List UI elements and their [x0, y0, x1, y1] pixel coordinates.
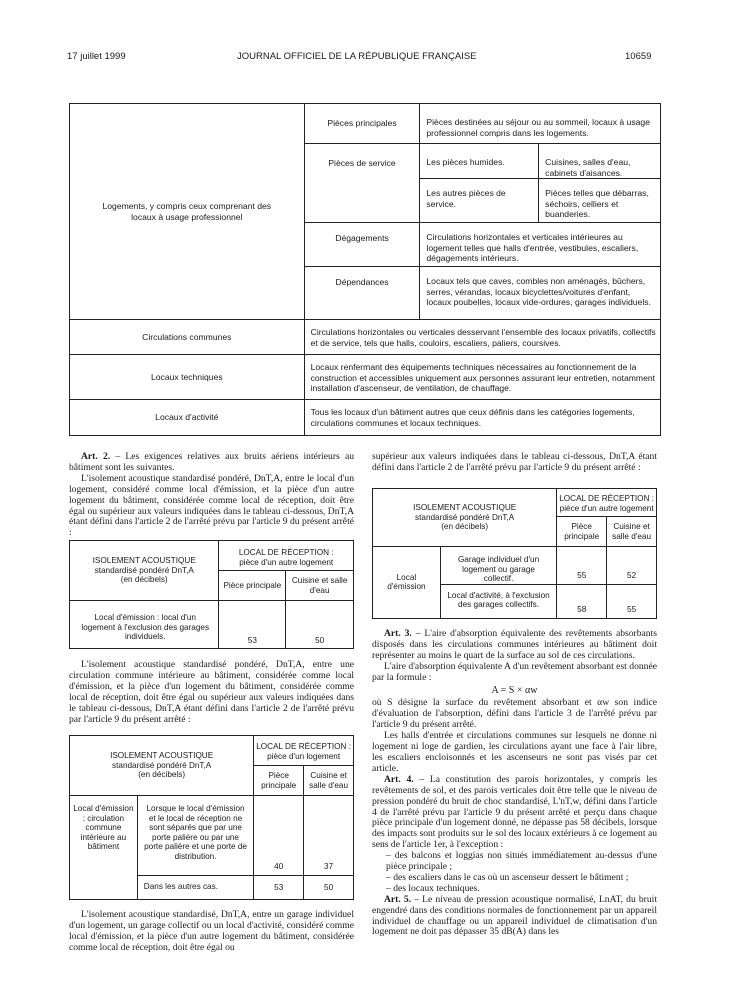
t1-v1: 53	[219, 601, 286, 649]
cell-autres-pieces: Les autres pièces de service.	[420, 179, 539, 223]
t3-r2-label: Local d'activité, à l'exclusion des garages collectifs.	[440, 584, 556, 618]
t3-r1-label: Garage individuel d'un logement ou garage collectif.	[440, 547, 556, 585]
right-column-top	[372, 452, 657, 474]
art5-text: – Le niveau de pression acoustique normalisé, LnAT, du bruit engendré dans des conditions normales de fonctionnement par un appareil individuel de chauffage ou un appareil individuel de climatisation d'un logement ne doit pas dépasser 35 dB(A) dans les	[372, 893, 657, 938]
cell-dependances-desc: Locaux tels que caves, combles non aménagés, bûchers, serres, vérandas, locaux bicyclettes/voitures d'enfant, locaux poubelles, locaux vide-ordures, garages individuels.	[420, 267, 661, 320]
header-journal-title: JOURNAL OFFICIEL DE LA RÉPUBLIQUE FRANÇAISE	[237, 51, 477, 62]
cell-pieces-principales-desc: Pièces destinées au séjour ou au sommeil, locaux à usage professionnel compris dans les logements.	[420, 104, 661, 144]
cell-pieces-service: Pièces de service	[304, 144, 420, 223]
t2-r2-v1: 53	[254, 876, 304, 900]
t3-row-header: Local d'émission	[373, 547, 441, 619]
list-item: – des locaux techniques.	[386, 882, 480, 894]
t3-iso-sub: standardisé pondéré DnT,A	[415, 512, 515, 522]
art3-text: – L'aire d'absorption équivalente des revêtements absorbants disposés dans les circulations communes intérieures au bâtiment doit représenter au moins le quart de la surface au sol de ces circulations.	[372, 628, 658, 661]
art2-label: Art. 2.	[81, 451, 111, 462]
t3-r2-v2: 55	[607, 584, 657, 618]
art3-label: Art. 3.	[384, 628, 412, 639]
left-paragraph-2-block	[69, 660, 354, 725]
left-paragraph-3: L'isolement acoustique standardisé, DnT,A, entre un garage individuel d'un logement, un garage collectif ou un local d'activité, considéré comme local d'émission, et la pièce d'un autre logement du bâtiment, considérée comme local de réception, doit être égal ou	[69, 909, 354, 953]
header-date: 17 juillet 1999	[67, 51, 126, 62]
cell-dependances: Dépendances	[304, 267, 420, 320]
list-item: – des escaliers dans le cas où un ascenseur dessert le bâtiment ;	[386, 871, 629, 883]
table-garage-isolation	[372, 488, 657, 619]
left-paragraph-3-block	[69, 910, 354, 954]
t2-reception-header	[254, 736, 354, 766]
right-column-bottom	[372, 629, 657, 938]
art5-label: Art. 5.	[384, 893, 412, 905]
cell-pieces-humides: Les pièces humides.	[420, 144, 539, 179]
left-paragraph-2: L'isolement acoustique standardisé pondéré, DnT,A, entre une circulation commune intérieure au bâtiment, considérée comme local d'émission, et la pièce d'un logement du bâtiment, considérée comme local de réception, doit être égal ou supérieur aux valeurs indiquées dans le tableau ci-dessous, DnT,A étant défini dans l'article 2 de l'arrêté prévu par l'article 9 du présent arrêté :	[69, 659, 354, 725]
t1-reception-sub: pièce d'un autre logement	[239, 557, 334, 567]
t2-r2-label: Dans les autres cas.	[137, 876, 253, 900]
t2-iso-header	[70, 736, 254, 796]
cell-pieces-humides-desc: Cuisines, salles d'eau, cabinets d'aisances.	[539, 144, 661, 179]
t2-iso-sub: standardisé pondéré DnT,A	[112, 760, 212, 770]
t2-r1-label: Lorsque le local d'émission et le local de réception ne sont séparés que par une porte palière ou par une porte palière et une porte de distribution.	[137, 796, 253, 876]
t2-r1-v1: 40	[254, 796, 304, 876]
cell-degagements: Dégagements	[304, 223, 420, 267]
t1-iso-unit: (en décibels)	[120, 575, 168, 585]
t3-r1-v1: 55	[557, 547, 607, 585]
t3-r1-v2: 52	[607, 547, 657, 585]
t1-reception-title: LOCAL DE RÉCEPTION :	[238, 548, 334, 557]
cell-degagements-desc: Circulations horizontales et verticales intérieures au logement telles que halls d'entrée, vestibules, escaliers, dégagements intérieurs.	[420, 223, 661, 267]
t1-v2: 50	[286, 601, 354, 649]
art4-exception-list	[372, 851, 657, 895]
cell-activite-desc: Tous les locaux d'un bâtiment autres que ceux définis dans les catégories logements, circulations communes et locaux techniques.	[304, 400, 660, 436]
t2-r1-v2: 37	[304, 796, 354, 876]
t2-col1: Pièce principale	[254, 766, 304, 796]
cell-pieces-principales: Pièces principales	[304, 104, 420, 144]
art4-label: Art. 4.	[384, 773, 414, 785]
t1-col1: Pièce principale	[219, 571, 286, 601]
t1-iso-sub: standardisé pondéré DnT,A	[94, 565, 194, 575]
t1-iso-title: ISOLEMENT ACOUSTIQUE	[92, 556, 196, 566]
t3-col1: Pièce principale	[557, 517, 607, 547]
left-paragraph-1: L'isolement acoustique standardisé pondéré, DnT,A, entre le local d'un logement, considéré comme local d'émission, et la pièce d'un autre logement du bâtiment, considérée comme local de réception, doit être égal ou supérieur aux valeurs indiquées dans le tableau ci-dessous, DnT,A étant défini dans l'article 2 de l'arrêté prévu par l'article 9 du présent arrêté :	[69, 472, 354, 539]
t3-iso-header	[373, 489, 557, 547]
t3-col2: Cuisine et salle d'eau	[607, 517, 657, 547]
t3-r2-v1: 58	[557, 584, 607, 618]
t3-iso-unit: (en décibels)	[441, 522, 489, 532]
cell-autres-pieces-desc: Pièces telles que débarras, séchoirs, celliers et buanderies.	[539, 179, 661, 223]
t1-reception-header	[219, 541, 354, 571]
list-item: – des balcons et loggias non situés immédiatement au-dessus d'une pièce principale ;	[386, 850, 657, 873]
t2-col2: Cuisine et salle d'eau	[304, 766, 354, 796]
cell-techniques-desc: Locaux renfermant des équipements techniques nécessaires au fonctionnement de la construction et accessibles uniquement aux personnes assurant leur entretien, notamment installation d'ascenseur, de ventilation, de chauffage.	[304, 355, 660, 400]
ou-paragraph: où S désigne la surface du revêtement absorbant et αw son indice d'évaluation de l'absorption, défini dans l'article 3 de l'arrêté prévu par l'article 9 du présent arrêté.	[372, 697, 657, 731]
t2-reception-title: LOCAL DE RÉCEPTION :	[256, 742, 352, 751]
art2-text: – Les exigences relatives aux bruits aériens intérieurs au bâtiment sont les suivantes.	[69, 451, 354, 473]
t2-iso-title: ISOLEMENT ACOUSTIQUE	[110, 751, 214, 761]
cell-logements: Logements, y compris ceux comprenant des locaux à usage professionnel	[70, 104, 305, 320]
cell-circulations-desc: Circulations horizontales ou verticales desservant l'ensemble des locaux privatifs, collectifs et de service, tels que halls, couloirs, escaliers, paliers, coursives.	[304, 320, 660, 355]
halls-paragraph: Les halls d'entrée et circulations communes sur lesquels ne donne ni logement ni loge de gardien, les circulations ayant une face à l'air libre, les escaliers encloisonnés et les ascenseurs ne sont pas visés par cet article.	[372, 730, 657, 774]
premises-classification-table	[69, 103, 661, 436]
t1-col2: Cuisine et salle d'eau	[286, 571, 354, 601]
t1-row-label: Local d'émission : local d'un logement à l'exclusion des garages individuels.	[70, 601, 219, 649]
aire-paragraph: L'aire d'absorption équivalente A d'un revêtement absorbant est donnée par la formule :	[372, 660, 657, 683]
t3-iso-title: ISOLEMENT ACOUSTIQUE	[413, 503, 517, 513]
t2-iso-unit: (en décibels)	[138, 770, 186, 780]
t2-row-header: Local d'émission : circulation commune intérieure au bâtiment	[70, 796, 138, 900]
right-paragraph-0: supérieur aux valeurs indiquées dans le tableau ci-dessous, DnT,A étant défini dans l'article 2 de l'arrêté prévu par l'article 9 du présent arrêté :	[372, 451, 657, 473]
cell-activite: Locaux d'activité	[70, 400, 305, 436]
t1-iso-header	[70, 541, 219, 601]
cell-circulations: Circulations communes	[70, 320, 305, 355]
t3-reception-sub: pièce d'un autre logement	[559, 503, 654, 513]
left-column-top	[69, 452, 354, 539]
t2-r2-v2: 50	[304, 876, 354, 900]
table-circulation-isolation	[69, 735, 354, 900]
cell-techniques: Locaux techniques	[70, 355, 305, 400]
t3-reception-header	[557, 489, 657, 517]
t3-reception-title: LOCAL DE RÉCEPTION :	[559, 494, 655, 503]
header-page-number: 10659	[625, 51, 652, 62]
art4-text: – La constitution des parois horizontales, y compris les revêtements de sol, et des parois verticales doit être telle que le niveau de pression pondéré du bruit de choc standardisé, L'nT,w, défini dans l'article 4 de l'arrêté prévu par l'article 9 du présent arrêté et perçu dans chaque pièce principale d'un logement donné, ne dépasse pas 58 décibels, lorsque des impacts sont produits sur le sol des locaux extérieurs à ce logement au sens de l'article 1er, à l'exception :	[372, 773, 658, 851]
table-logement-isolation	[69, 540, 354, 649]
absorption-formula: A = S × αw	[491, 684, 538, 696]
t2-reception-sub: pièce d'un logement	[267, 751, 341, 761]
